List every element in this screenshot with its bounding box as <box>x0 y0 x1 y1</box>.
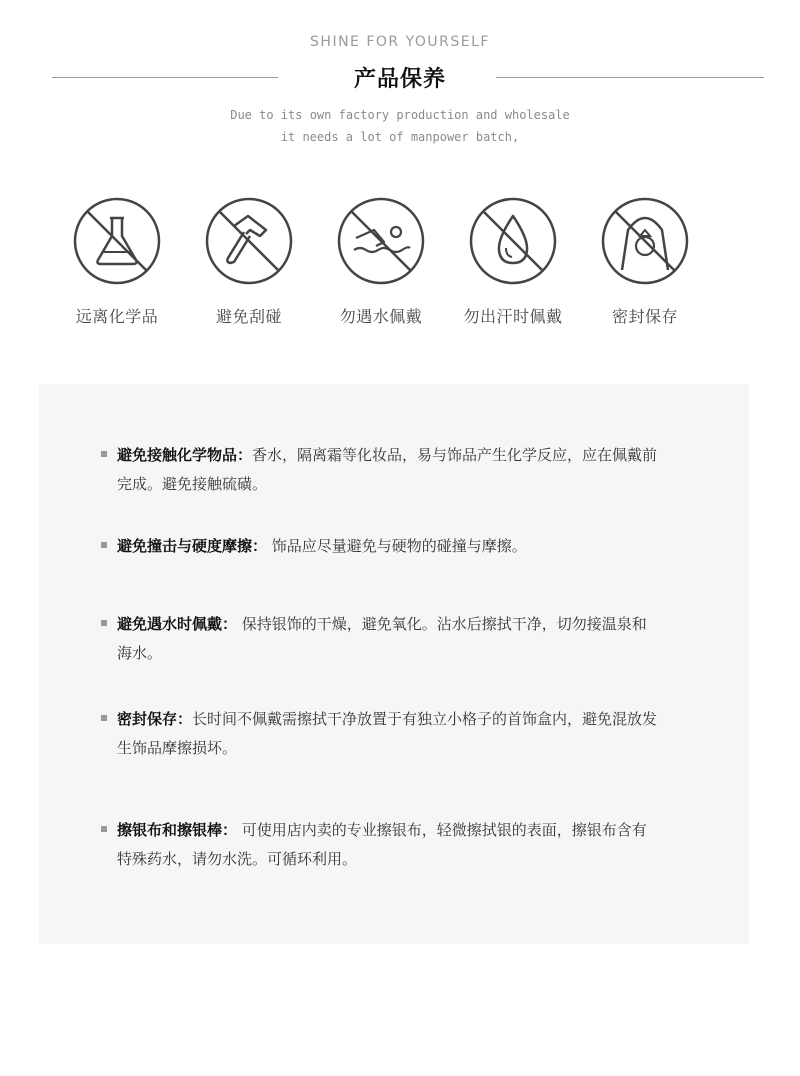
bullet-icon <box>101 620 107 626</box>
subtitle-line-1: Due to its own factory production and wholesale <box>230 108 570 122</box>
care-label-scratch: 避免刮碰 <box>215 307 282 326</box>
swimmer-icon <box>336 196 426 286</box>
note-heading: 避免撞击与硬度摩擦： <box>117 537 268 555</box>
bullet-icon <box>101 451 107 457</box>
sweat-drop-icon <box>468 196 558 286</box>
care-item-sweat <box>448 196 578 327</box>
care-note-storage <box>101 705 661 763</box>
page-title: 产品保养 <box>353 67 446 92</box>
note-heading: 擦银布和擦银棒： <box>117 821 238 839</box>
care-icons <box>52 196 752 336</box>
care-note-water <box>101 610 661 668</box>
chemical-flask-icon <box>72 196 162 286</box>
care-item-scratch <box>184 196 314 327</box>
note-body: 饰品应尽量避免与硬物的碰撞与摩擦。 <box>267 537 527 555</box>
care-note-chemicals <box>101 441 661 499</box>
subtitle <box>0 104 800 148</box>
right-divider <box>496 77 764 78</box>
care-item-storage <box>580 196 710 327</box>
note-heading: 避免接触化学物品： <box>117 446 253 464</box>
bullet-icon <box>101 542 107 548</box>
note-heading: 避免遇水时佩戴： <box>117 615 238 633</box>
care-label-water: 勿遇水佩戴 <box>339 307 423 326</box>
care-note-cloth <box>101 816 661 874</box>
note-body: 可使用店内卖的专业擦银布，轻微擦拭银的表面，擦银布含有特殊药水，请勿水洗。可循环利用。 <box>117 821 647 868</box>
care-item-chemicals <box>52 196 182 327</box>
bullet-icon <box>101 715 107 721</box>
note-body: 保持银饰的干燥，避免氧化。沾水后擦拭干净，切勿接温泉和海水。 <box>117 615 647 662</box>
bullet-icon <box>101 826 107 832</box>
care-item-water <box>316 196 446 327</box>
care-notes-panel <box>39 384 749 944</box>
subtitle-line-2: it needs a lot of manpower batch, <box>280 130 520 144</box>
hammer-icon <box>204 196 294 286</box>
care-label-storage: 密封保存 <box>611 307 678 326</box>
care-note-impact <box>101 532 661 561</box>
note-body: 长时间不佩戴需擦拭干净放置于有独立小格子的首饰盒内，避免混放发生饰品摩擦损坏。 <box>117 710 658 757</box>
title-row <box>0 62 800 96</box>
care-label-sweat: 勿出汗时佩戴 <box>463 307 563 326</box>
eyebrow-text: SHINE FOR YOURSELF <box>310 34 490 50</box>
note-heading: 密封保存： <box>117 710 193 728</box>
care-label-chemicals: 远离化学品 <box>75 307 159 326</box>
note-body: 香水，隔离霜等化妆品，易与饰品产生化学反应，应在佩戴前完成。避免接触硫磺。 <box>117 446 658 493</box>
ring-box-icon <box>600 196 690 286</box>
